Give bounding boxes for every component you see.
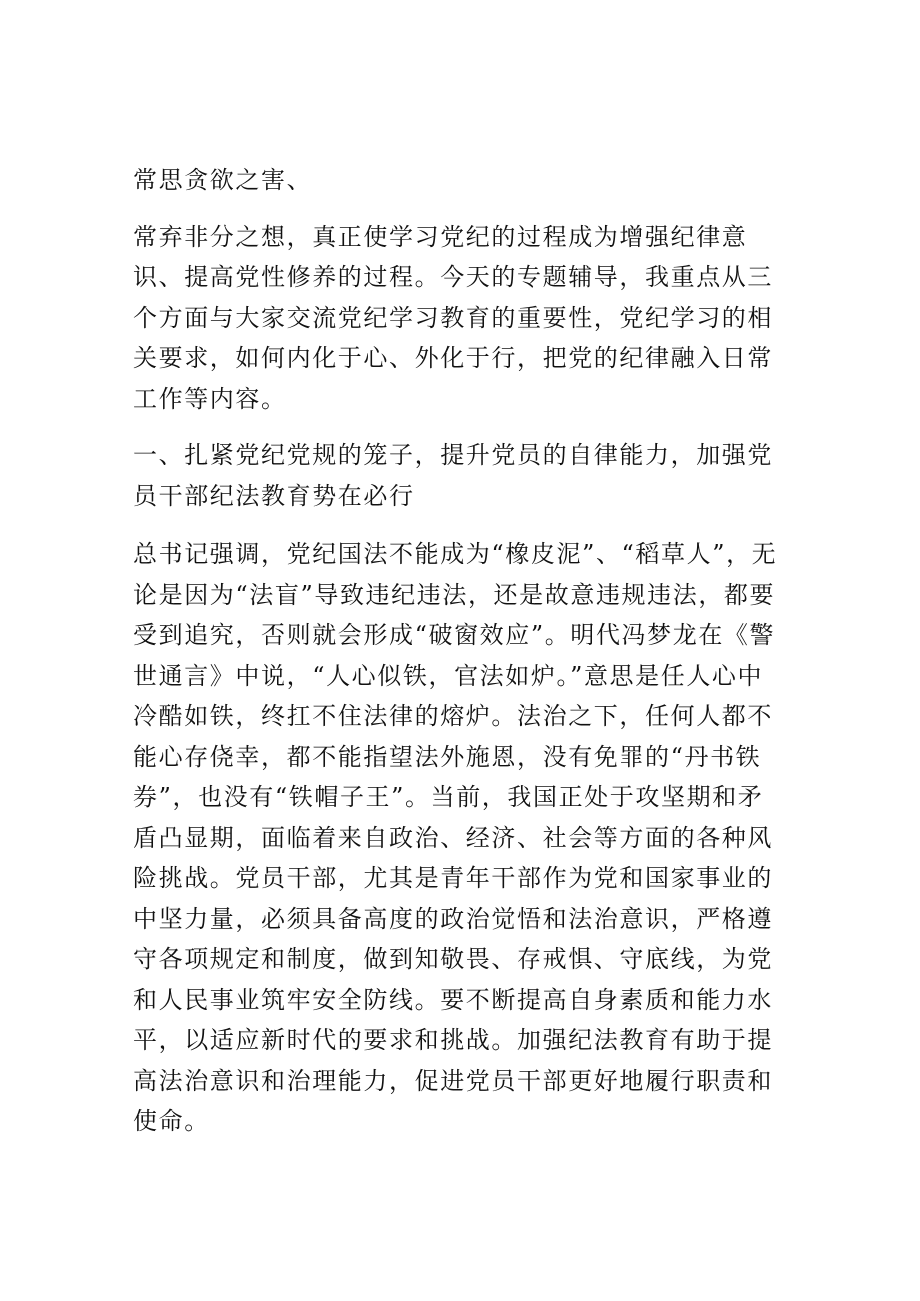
- paragraph-intro: 常弃非分之想，真正使学习党纪的过程成为增强纪律意识、提高党性修养的过程。今天的专题辅导，我重点从三个方面与大家交流党纪学习教育的重要性，党纪学习的相关要求，如何内化于心、外化于行，把党的纪律融入日常工作等内容。: [133, 222, 773, 413]
- document-body: [133, 160, 783, 1158]
- section-heading-one: 一、扎紧党纪党规的笼子，提升党员的自律能力，加强党员干部纪法教育势在必行: [133, 441, 773, 510]
- paragraph-section-one-body: 总书记强调，党纪国法不能成为“橡皮泥”、“稻草人”，无论是因为“法盲”导致违纪违法，还是故意违规违法，都要受到追究，否则就会形成“破窗效应”。明代冯梦龙在《警世通言》中说，“人心似铁，官法如炉。”意思是任人心中冷酷如铁，终扛不住法律的熔炉。法治之下，任何人都不能心存侥幸，都不能指望法外施恩，没有免罪的“丹书铁券”，也没有“铁帽子王”。当前，我国正处于攻坚期和矛盾凸显期，面临着来自政治、经济、社会等方面的各种风险挑战。党员干部，尤其是青年干部作为党和国家事业的中坚力量，必须具备高度的政治觉悟和法治意识，严格遵守各项规定和制度，做到知敬畏、存戒惧、守底线，为党和人民事业筑牢安全防线。要不断提高自身素质和能力水平，以适应新时代的要求和挑战。加强纪法教育有助于提高法治意识和治理能力，促进党员干部更好地履行职责和使命。: [133, 540, 778, 1135]
- paragraph-intro-fragment: 常思贪欲之害、: [133, 166, 313, 194]
